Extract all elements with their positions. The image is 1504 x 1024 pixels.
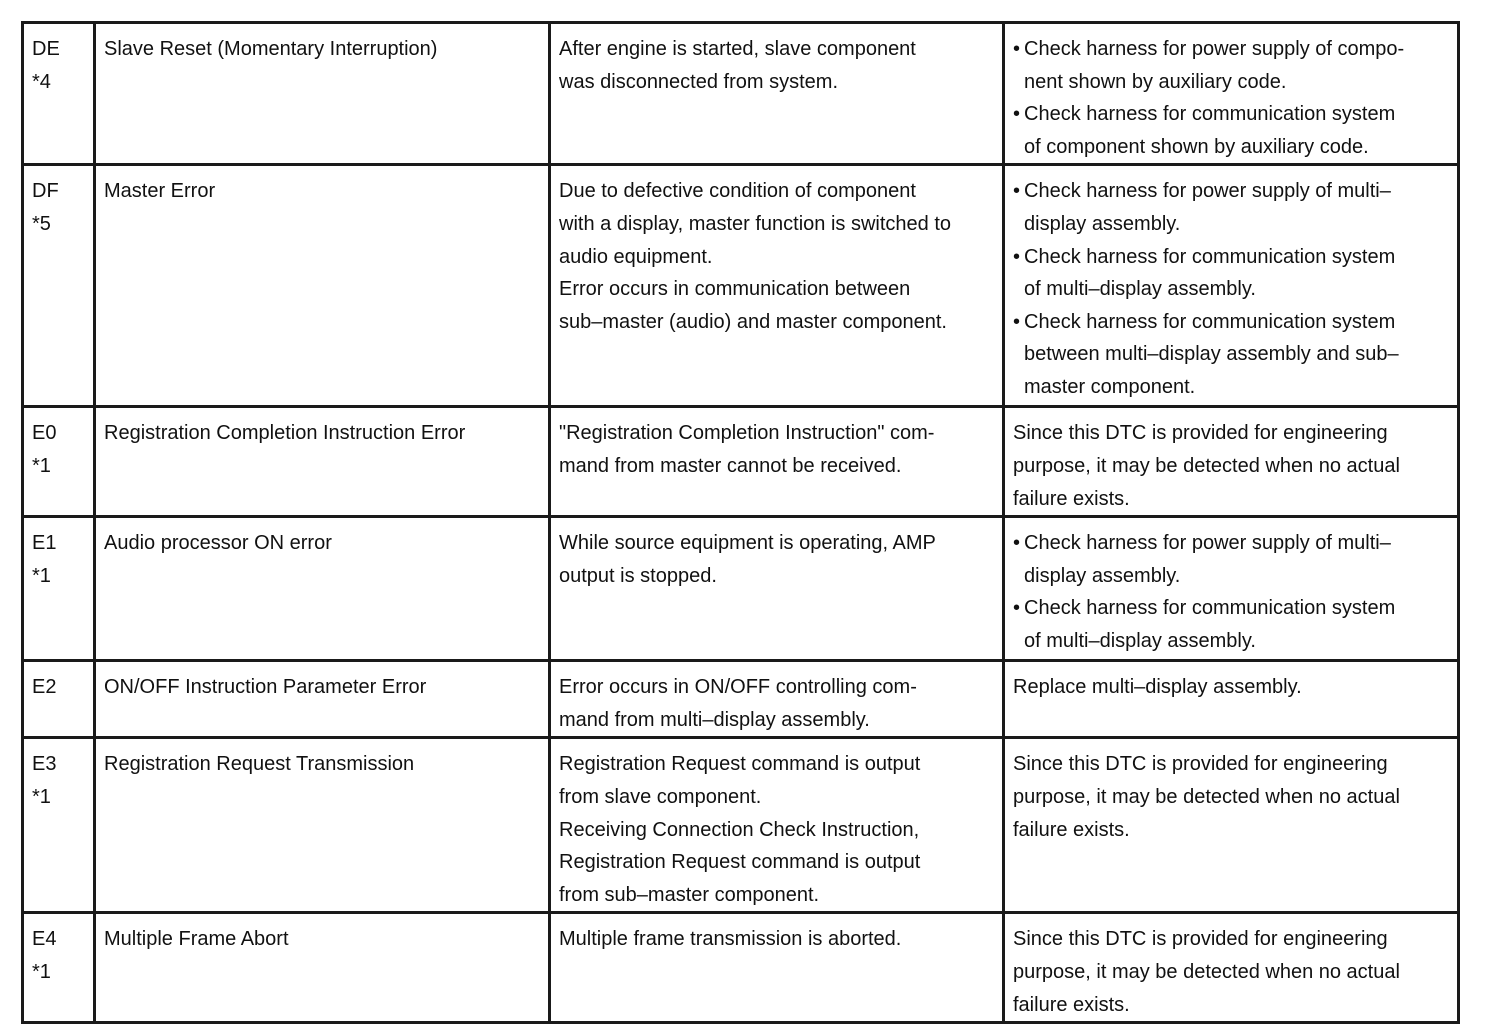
condition-line: Error occurs in communication between xyxy=(559,278,911,301)
condition-line: output is stopped. xyxy=(559,564,717,587)
detection-item-cell xyxy=(95,407,550,517)
table-row xyxy=(23,661,1459,738)
condition-line: was disconnected from system. xyxy=(559,70,838,93)
detection-item-cell xyxy=(95,913,550,1023)
detection-item: Registration Request Transmission xyxy=(104,753,415,776)
dtc-code-cell xyxy=(23,23,95,165)
dtc-code: DE xyxy=(32,38,60,60)
trouble-area-line: purpose, it may be detected when no actual xyxy=(1013,960,1400,983)
detection-item: ON/OFF Instruction Parameter Error xyxy=(104,676,427,699)
detection-item-cell xyxy=(95,23,550,165)
table-row xyxy=(23,913,1459,1023)
trouble-area-line: • Check harness for power supply of multi– xyxy=(1024,532,1391,555)
detection-item: Audio processor ON error xyxy=(104,532,332,555)
trouble-area-cell xyxy=(1004,517,1459,661)
trouble-area-item xyxy=(1013,592,1449,657)
condition-line: with a display, master function is switched to xyxy=(559,212,952,235)
trouble-area-cell xyxy=(1004,165,1459,407)
trouble-area-cell xyxy=(1004,661,1459,738)
trouble-area-line: • Check harness for communication system xyxy=(1024,103,1396,126)
trouble-area-cell xyxy=(1004,407,1459,517)
trouble-area-line: • Check harness for communication system xyxy=(1024,597,1396,620)
condition-line: sub–master (audio) and master component. xyxy=(559,310,947,333)
dtc-code: E1 xyxy=(32,532,57,555)
trouble-area-line: Replace multi–display assembly. xyxy=(1013,676,1302,699)
dtc-code: E4 xyxy=(32,928,57,951)
condition-line: Error occurs in ON/OFF controlling com- xyxy=(559,676,917,699)
trouble-area-line: • Check harness for communication system xyxy=(1024,310,1396,333)
condition-line: Due to defective condition of component xyxy=(559,180,916,203)
condition-cell xyxy=(550,517,1004,661)
trouble-area-line: of component shown by auxiliary code. xyxy=(1024,135,1369,158)
trouble-area-cell xyxy=(1004,913,1459,1023)
table-row xyxy=(23,165,1459,407)
condition-line: After engine is started, slave component xyxy=(559,38,916,60)
trouble-area-line: between multi–display assembly and sub– xyxy=(1024,343,1399,366)
condition-line: Multiple frame transmission is aborted. xyxy=(559,928,902,951)
dtc-note: *1 xyxy=(32,785,51,808)
dtc-code-cell xyxy=(23,661,95,738)
trouble-area-item xyxy=(1013,98,1449,163)
trouble-area-line: display assembly. xyxy=(1024,564,1181,587)
trouble-area-line: of multi–display assembly. xyxy=(1024,278,1256,301)
table-row xyxy=(23,738,1459,913)
trouble-area-line: master component. xyxy=(1024,375,1196,398)
condition-line: audio equipment. xyxy=(559,245,713,268)
condition-cell xyxy=(550,661,1004,738)
trouble-area-list xyxy=(1013,527,1449,657)
condition-line: "Registration Completion Instruction" com- xyxy=(559,422,935,445)
dtc-note: *4 xyxy=(32,70,51,93)
condition-line: Registration Request command is output xyxy=(559,851,921,874)
trouble-area-line: failure exists. xyxy=(1013,487,1130,510)
trouble-area-line: Since this DTC is provided for engineering xyxy=(1013,928,1388,951)
trouble-area-line: of multi–display assembly. xyxy=(1024,629,1256,652)
table-row xyxy=(23,517,1459,661)
detection-item-cell xyxy=(95,738,550,913)
dtc-code-cell xyxy=(23,165,95,407)
trouble-area-cell xyxy=(1004,23,1459,165)
dtc-note: *1 xyxy=(32,960,51,983)
trouble-area-line: Since this DTC is provided for engineering xyxy=(1013,422,1388,445)
trouble-area-item xyxy=(1013,527,1449,592)
dtc-code: E2 xyxy=(32,676,57,699)
table-row xyxy=(23,23,1459,165)
dtc-note: *5 xyxy=(32,212,51,235)
trouble-area-line: • Check harness for power supply of compo- xyxy=(1024,38,1405,60)
dtc-code: DF xyxy=(32,180,59,203)
dtc-code-cell xyxy=(23,407,95,517)
condition-line: While source equipment is operating, AMP xyxy=(559,532,936,555)
dtc-table xyxy=(21,21,1460,1024)
condition-cell xyxy=(550,165,1004,407)
dtc-code-cell xyxy=(23,517,95,661)
trouble-area-line: purpose, it may be detected when no actual xyxy=(1013,785,1400,808)
trouble-area-line: display assembly. xyxy=(1024,212,1181,235)
trouble-area-line: nent shown by auxiliary code. xyxy=(1024,70,1287,93)
trouble-area-line: failure exists. xyxy=(1013,818,1130,841)
condition-cell xyxy=(550,407,1004,517)
detection-item: Registration Completion Instruction Error xyxy=(104,422,466,445)
condition-cell xyxy=(550,23,1004,165)
trouble-area-list xyxy=(1013,33,1449,163)
detection-item: Multiple Frame Abort xyxy=(104,928,289,951)
condition-line: Registration Request command is output xyxy=(559,753,921,776)
dtc-note: *1 xyxy=(32,564,51,587)
trouble-area-item xyxy=(1013,33,1449,98)
condition-cell xyxy=(550,738,1004,913)
trouble-area-line: failure exists. xyxy=(1013,993,1130,1016)
condition-line: mand from multi–display assembly. xyxy=(559,708,870,731)
detection-item: Slave Reset (Momentary Interruption) xyxy=(104,38,438,60)
detection-item-cell xyxy=(95,661,550,738)
condition-line: from slave component. xyxy=(559,785,762,808)
detection-item: Master Error xyxy=(104,180,216,203)
dtc-code: E0 xyxy=(32,422,57,445)
dtc-code-cell xyxy=(23,913,95,1023)
condition-cell xyxy=(550,913,1004,1023)
dtc-note: *1 xyxy=(32,454,51,477)
trouble-area-item xyxy=(1013,241,1449,306)
condition-line: Receiving Connection Check Instruction, xyxy=(559,818,920,841)
trouble-area-line: • Check harness for power supply of multi– xyxy=(1024,180,1391,203)
trouble-area-list xyxy=(1013,175,1449,403)
detection-item-cell xyxy=(95,517,550,661)
dtc-code: E3 xyxy=(32,753,57,776)
condition-line: from sub–master component. xyxy=(559,883,820,906)
trouble-area-line: Since this DTC is provided for engineering xyxy=(1013,753,1388,776)
trouble-area-line: • Check harness for communication system xyxy=(1024,245,1396,268)
detection-item-cell xyxy=(95,165,550,407)
table-row xyxy=(23,407,1459,517)
dtc-code-cell xyxy=(23,738,95,913)
trouble-area-cell xyxy=(1004,738,1459,913)
trouble-area-item xyxy=(1013,306,1449,404)
trouble-area-line: purpose, it may be detected when no actual xyxy=(1013,454,1400,477)
condition-line: mand from master cannot be received. xyxy=(559,454,902,477)
trouble-area-item xyxy=(1013,175,1449,240)
